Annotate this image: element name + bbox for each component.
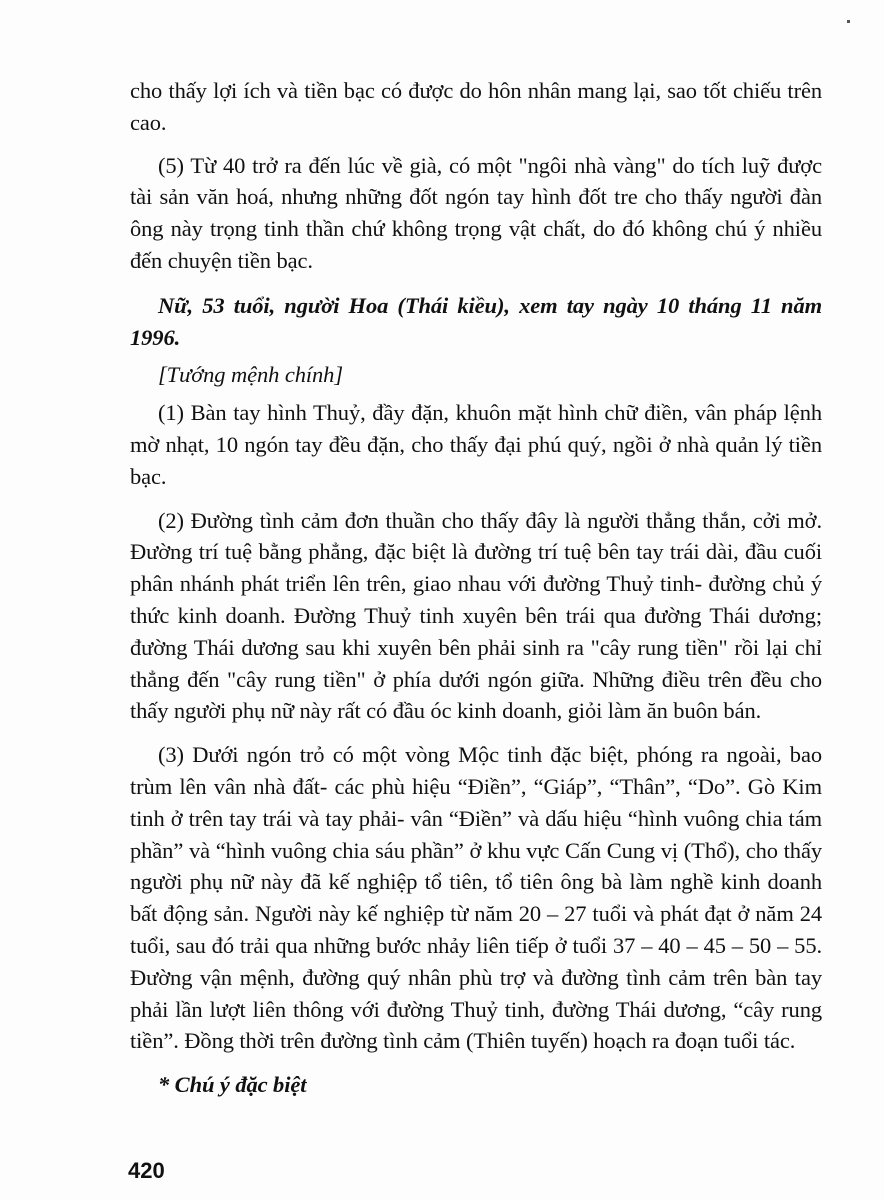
note-heading: * Chú ý đặc biệt (158, 1072, 307, 1098)
paragraph-item-3: (3) Dưới ngón trỏ có một vòng Mộc tinh đặc biệt, phóng ra ngoài, bao trùm lên vân nhà đất- các phù hiệu “Điền”, “Giáp”, “Thân”, “Do”. Gò Kim tinh ở trên tay trái và tay phải- vân “Điền” và dấu hiệu “hình vuông chia tám phần” và “hình vuông chia sáu phần” ở khu vực Cấn Cung vị (Thổ), cho thấy người phụ nữ này đã kế nghiệp tổ tiên, tổ tiên ông bà làm nghề kinh doanh bất động sản. Người này kế nghiệp từ năm 20 – 27 tuổi và phát đạt ở năm 24 tuổi, sau đó trải qua những bước nhảy liên tiếp ở tuổi 37 – 40 – 45 – 50 – 55. Đường vận mệnh, đường quý nhân phù trợ và đường tình cảm trên bàn tay phải lần lượt liên thông với đường Thuỷ tinh, đường Thái dương, “cây rung tiền”. Đồng thời trên đường tình cảm (Thiên tuyến) hoạch ra đoạn tuổi tác. (130, 742, 822, 1054)
section-label: [Tướng mệnh chính] (158, 362, 343, 388)
page-number: 420 (128, 1158, 165, 1183)
case-heading: Nữ, 53 tuổi, người Hoa (Thái kiều), xem tay ngày 10 tháng 11 năm 1996. (130, 292, 822, 350)
paragraph-item-2: (2) Đường tình cảm đơn thuần cho thấy đây là người thẳng thắn, cởi mở. Đường trí tuệ bằng phẳng, đặc biệt là đường trí tuệ bên tay trái dài, đầu cuối phân nhánh phát triển lên trên, giao nhau với đường Thuỷ tinh- đường chủ ý thức kinh doanh. Đường Thuỷ tinh xuyên bên trái qua đường Thái dương; đường Thái dương sau khi xuyên bên phải sinh ra "cây rung tiền" rồi lại chỉ thẳng đến "cây rung tiền" ở phía dưới ngón giữa. Những điều trên đều cho thấy người phụ nữ này rất có đầu óc kinh doanh, giỏi làm ăn buôn bán. (130, 507, 822, 724)
paragraph-item-1: (1) Bàn tay hình Thuỷ, đầy đặn, khuôn mặt hình chữ điền, vân pháp lệnh mờ nhạt, 10 ngón tay đều đặn, cho thấy đại phú quý, ngồi ở nhà quản lý tiền bạc. (130, 400, 822, 489)
scan-speck (847, 20, 850, 23)
paragraph-item-5: (5) Từ 40 trở ra đến lúc về già, có một "ngôi nhà vàng" do tích luỹ được tài sản văn hoá, nhưng những đốt ngón tay hình đốt tre cho thấy người đàn ông này trọng tinh thần chứ không trọng vật chất, do đó không chú ý nhiều đến chuyện tiền bạc. (130, 152, 822, 273)
text-column (130, 75, 822, 1101)
paragraph-continuation: cho thấy lợi ích và tiền bạc có được do hôn nhân mang lại, sao tốt chiếu trên cao. (130, 78, 822, 135)
